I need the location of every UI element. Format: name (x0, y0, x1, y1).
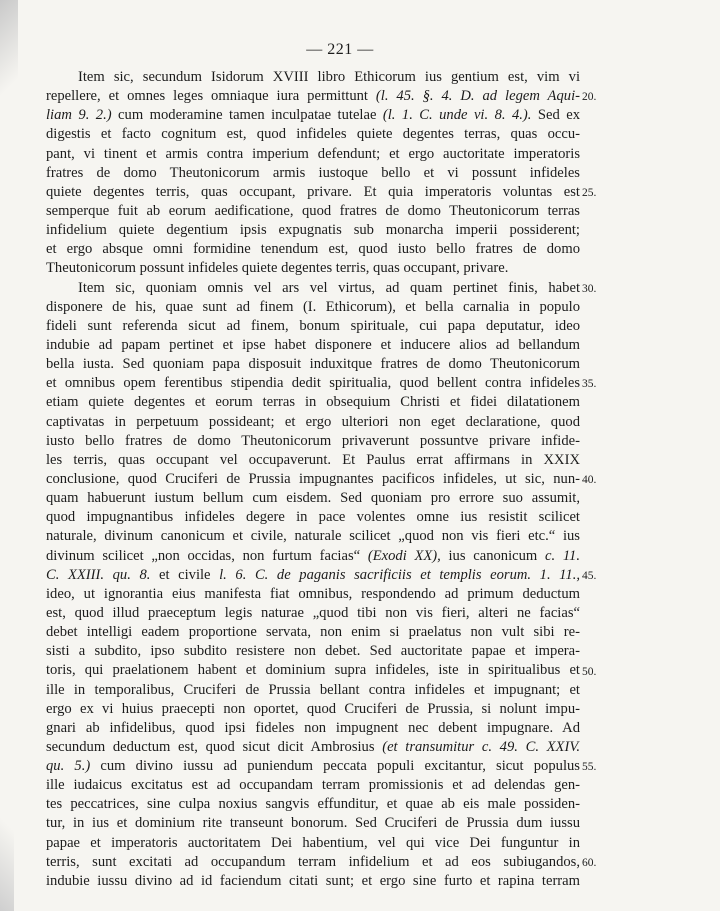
text-line (46, 795, 580, 814)
line-text: Sed ex (531, 107, 581, 124)
line-text: indubie iussu divino ad id faciendum citati sunt; et ergo sine furto et rapina terram (46, 872, 580, 889)
line-text: debet intelligi eadem proportione servata, non enim si praelatus non vult sibi re- (46, 624, 580, 641)
citation-text: (et transumitur c. 49. C. XXIV. (382, 738, 581, 755)
text-line (46, 374, 580, 393)
line-text: disponere de his, quae sunt ad finem (I. Ethicorum), et bella carnalia in populo (46, 298, 580, 315)
line-text: quam habuerunt iustum bellum cum eisdem. Sed quoniam pro errore suo assumit, (46, 490, 580, 507)
text-line (46, 202, 580, 221)
citation-text: (l. 45. §. 4. D. ad legem Aqui- (375, 88, 580, 105)
line-text: ius canonicum (440, 547, 545, 564)
line-text: ideo, ut ignorantia eius manifesta fiat omnibus, respondendo ad primum deductum (46, 585, 580, 602)
line-text: digestis et facto cognitum est, quod infideles quiete degentes terras, quas occu- (46, 126, 580, 143)
page-edge-shadow (0, 0, 18, 120)
text-line (46, 700, 580, 719)
line-number: 55. (582, 761, 597, 774)
body-text (46, 68, 580, 891)
line-text: cum divino iussu ad puniendum peccata populi excitantur, sicut populus (90, 758, 580, 775)
page-number: — 221 — (306, 41, 374, 58)
text-line (46, 298, 580, 317)
citation-text: l. 6. C. de paganis sacrificiis et templis eorum. 1. 11., (219, 566, 580, 583)
line-text: Item sic, quoniam omnis vel ars vel virtus, ad quam pertinet finis, habet (78, 279, 580, 296)
line-text: iusto bello fratres de domo Theutonicorum privaverunt possuntve privare infide- (46, 432, 580, 449)
text-line (46, 508, 580, 527)
line-number: 45. (582, 569, 597, 582)
line-text: terris, sunt excitati ad occupandum terram infidelium et ad eos subiugandos, (46, 853, 580, 870)
citation-text: liam 9. 2.) (46, 107, 112, 124)
line-text: fideli sunt referenda sicut ad finem, bonum spirituale, cui papa deputatur, ideo (46, 317, 580, 334)
line-number: 50. (582, 665, 597, 678)
line-text: fratres de domo Theutonicorum armis iustoque bello et vi possunt infideles (46, 164, 580, 181)
text-line (46, 240, 580, 259)
text-line (46, 183, 580, 202)
line-text: tur, in ius et dominium rite transeunt bonorum. Sed Cruciferi de Prussia dum iussu (46, 815, 580, 832)
line-text: est, quod illud praeceptum legis naturae „quod tibi non vis fieri, alteri ne facias“ (46, 604, 580, 621)
line-text: divinum scilicet „non occidas, non furtum facias“ (46, 547, 368, 564)
line-number: 20. (582, 91, 597, 104)
line-number: 30. (582, 282, 597, 295)
line-text: conclusione, quod Cruciferi de Prussia impugnantes pacificos infideles, ut sic, nun- (46, 470, 580, 487)
text-line (46, 872, 580, 891)
text-line (46, 393, 580, 412)
line-text: quod impugnantibus infideles degere in pace volentes omne ius resistit scilicet (46, 509, 580, 526)
text-line (46, 834, 580, 853)
line-text: captivatas in perpetuum possideant; et ergo ulteriori non eget declaratione, quod (46, 413, 580, 430)
line-number: 60. (582, 857, 597, 870)
text-line (46, 145, 580, 164)
line-text: sisti a subdito, ipso subdito resistere non debet. Sed auctoritate papae et impera- (46, 643, 580, 660)
text-line (46, 259, 580, 278)
line-text: repellere, et omnes leges omniaque iura permittunt (46, 88, 376, 105)
text-line (46, 814, 580, 833)
citation-text: c. 11. (544, 547, 580, 564)
text-line (46, 681, 580, 700)
text-line (46, 68, 580, 87)
line-text: tes peccatrices, sine culpa noxius sangvis effunditur, et quae ab eis male possiden- (46, 796, 580, 813)
line-number: 40. (582, 474, 597, 487)
text-line (46, 719, 580, 738)
text-line (46, 317, 580, 336)
text-line (46, 336, 580, 355)
text-line (46, 279, 580, 298)
line-text: Theutonicorum possunt infideles quiete degentes terris, quas occupant, privare. (46, 260, 509, 277)
line-text: secundum deductum est, quod sicut dicit Ambrosius (46, 738, 383, 755)
line-number: 35. (582, 378, 597, 391)
text-line (46, 642, 580, 661)
text-line (46, 604, 580, 623)
text-line (46, 87, 580, 106)
citation-text: (l. 1. C. unde vi. 8. 4.). (382, 107, 532, 124)
text-line (46, 125, 580, 144)
text-line (46, 489, 580, 508)
line-text: infidelium quiete degentium ipsis expugnatis sub monarcha imperii possiderent; (46, 222, 580, 239)
text-line (46, 355, 580, 374)
line-text: quiete degentes terris, quas occupant, privare. Et quia imperatoris voluntas est (46, 183, 580, 200)
text-line (46, 853, 580, 872)
text-line (46, 661, 580, 680)
page-edge-shadow-bottom (0, 791, 14, 911)
text-line (46, 413, 580, 432)
text-line (46, 221, 580, 240)
line-text: cum moderamine tamen inculpatae tutelae (111, 107, 383, 124)
line-text: semperque fuit ab eorum aedificatione, quod fratres de domo Theutonicorum terras (46, 202, 580, 219)
line-number: 25. (582, 186, 597, 199)
text-line (46, 432, 580, 451)
line-text: bella iusta. Sed quoniam papa disposuit induxitque fratres de domo Theutonicorum (46, 356, 580, 373)
text-line (46, 566, 580, 585)
line-text: les terris, quas occupant vel occupaverunt. Et Paulus errat affirmans in XXIX (46, 451, 580, 468)
text-line (46, 757, 580, 776)
line-text: papae et imperatoris auctoritatem Dei habentium, vel qui vice Dei funguntur in (46, 834, 580, 851)
line-text: ille in temporalibus, Cruciferi de Prussia bellant contra infideles et impugnant; et (46, 681, 580, 698)
text-line (46, 527, 580, 546)
line-text: etiam quiete degentes et eorum terras in obsequium Christi et fidei dilatationem (46, 394, 580, 411)
line-text: naturale, divinum canonicum et civile, naturale scilicet „quod non vis fieri etc.“ ius (46, 528, 580, 545)
text-line (46, 547, 580, 566)
line-text: et omnibus opem ferentibus stipendia dedit spiritualia, quod bellent contra infideles (46, 375, 580, 392)
text-line (46, 164, 580, 183)
text-line (46, 451, 580, 470)
text-line (46, 623, 580, 642)
text-line (46, 776, 580, 795)
text-line (46, 106, 580, 125)
citation-text: C. XXIII. qu. 8. (46, 566, 151, 583)
line-text: indubie ad papam pertinet et ipse habet disponere et inducere alios ad bellandum (46, 336, 580, 353)
line-text: gnari ab infidelibus, quod ipsi fideles non impugnent nec debent impugnare. Ad (46, 719, 580, 736)
line-text: ille iudaicus excitatus est ad occupandam terram promissionis et ad delendas gen- (46, 777, 580, 794)
text-line (46, 470, 580, 489)
line-text: Item sic, secundum Isidorum XVIII libro Ethicorum ius gentium est, vim vi (78, 69, 580, 85)
text-line (46, 738, 580, 757)
line-text: et ergo absque omni formidine tenendum est, quod iusto bello fratres de domo (46, 241, 580, 258)
line-text: pant, vi tinent et armis contra imperium defendunt; et ergo auctoritate imperatoris (46, 145, 580, 162)
text-line (46, 585, 580, 604)
citation-text: qu. 5.) (46, 758, 91, 775)
line-text: ergo ex vi huius praecepti non oportet, quod Cruciferi de Prussia, si nolunt impu- (46, 700, 580, 717)
line-text: toris, qui praelationem habent et dominium supra infideles, iste in spiritualibus et (46, 662, 580, 679)
line-text: et civile (150, 566, 220, 583)
citation-text: (Exodi XX), (367, 547, 441, 564)
